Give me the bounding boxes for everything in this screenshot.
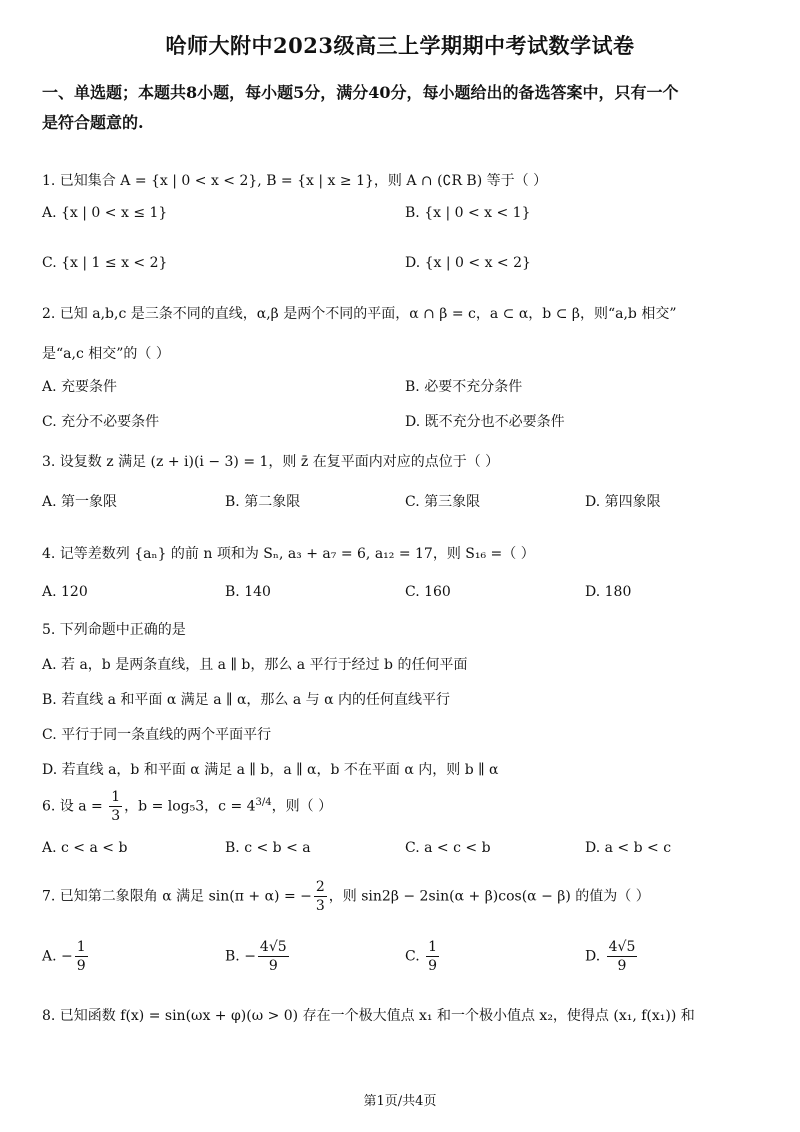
- q7-stem-prefix: 7. 已知第二象限角 α 满足 sin(π + α) = −: [42, 888, 312, 905]
- q2-option-b: B. 必要不充分条件: [405, 379, 523, 395]
- q6-option-a: A. c < a < b: [42, 840, 128, 856]
- q7-b-label: B. −: [225, 948, 256, 965]
- q7-option-d: [585, 938, 639, 975]
- question-2-stem-line2: 是“a,c 相交”的（ ）: [42, 346, 170, 362]
- q3-option-c: C. 第三象限: [405, 494, 481, 510]
- q5-option-b: B. 若直线 a 和平面 α 满足 a ∥ α，那么 a 与 α 内的任何直线平行: [42, 692, 451, 708]
- q7-stem-suffix: ，则 sin2β − 2sin(α + β)cos(α − β) 的值为（ ）: [328, 888, 650, 905]
- q4-option-a: A. 120: [42, 584, 88, 600]
- section-heading-line2: 是符合题意的.: [42, 113, 144, 132]
- q3-option-d: D. 第四象限: [585, 494, 661, 510]
- q7-d-num: 4√5: [608, 939, 636, 955]
- q4-option-c: C. 160: [405, 584, 451, 600]
- q7-d-label: D.: [585, 948, 605, 965]
- q1-option-d: D. {x | 0 < x < 2}: [405, 255, 531, 271]
- q7-b-num: 4√5: [259, 939, 287, 955]
- q1-option-a: A. {x | 0 < x ≤ 1}: [42, 205, 168, 221]
- q6-stem-mid: ，b = log₅3，c = 4: [124, 798, 256, 815]
- q6-stem-suffix: ，则（ ）: [271, 798, 333, 815]
- q5-option-d: D. 若直线 a，b 和平面 α 满足 a ∥ b，a ∥ α，b 不在平面 α 内，则 b ∥ α: [42, 762, 499, 778]
- q4-option-d: D. 180: [585, 584, 632, 600]
- q7-c-den: 9: [428, 958, 438, 974]
- q3-option-a: A. 第一象限: [42, 494, 118, 510]
- question-1-stem: 1. 已知集合 A = {x | 0 < x < 2}, B = {x | x ≥ 1}，则 A ∩ (∁R B) 等于（ ）: [42, 173, 548, 189]
- q7-d-den: 9: [617, 958, 627, 974]
- q6-stem-prefix: 6. 设 a =: [42, 798, 108, 815]
- question-3-stem: 3. 设复数 z 满足 (z + i)(i − 3) = 1，则 z̄ 在复平面内对应的点位于（ ）: [42, 454, 500, 470]
- q6-frac-den: 3: [111, 808, 121, 824]
- q6-frac-num: 1: [111, 789, 121, 805]
- q3-option-b: B. 第二象限: [225, 494, 301, 510]
- q6-exponent: 3/4: [255, 796, 272, 808]
- q7-a-label: A. −: [42, 948, 73, 965]
- q6-option-d: D. a < b < c: [585, 840, 672, 856]
- q7-c-label: C.: [405, 948, 425, 965]
- q7-option-c: [405, 938, 441, 975]
- q6-option-b: B. c < b < a: [225, 840, 311, 856]
- q7-a-num: 1: [76, 939, 86, 955]
- q7-option-a: [42, 938, 90, 975]
- q4-option-b: B. 140: [225, 584, 271, 600]
- q5-option-a: A. 若 a，b 是两条直线，且 a ∥ b，那么 a 平行于经过 b 的任何平面: [42, 657, 468, 673]
- q7-a-den: 9: [76, 958, 86, 974]
- q6-fraction: [109, 788, 122, 825]
- question-7-stem: [42, 878, 650, 915]
- question-8-stem: 8. 已知函数 f(x) = sin(ωx + φ)(ω > 0) 存在一个极大值点 x₁ 和一个极小值点 x₂，使得点 (x₁, f(x₁)) 和: [42, 1008, 695, 1024]
- question-6-stem: [42, 788, 332, 825]
- q2-option-d: D. 既不充分也不必要条件: [405, 414, 565, 430]
- question-2-stem: 2. 已知 a,b,c 是三条不同的直线，α,β 是两个不同的平面，α ∩ β = c，a ⊂ α，b ⊂ β，则“a,b 相交”: [42, 306, 677, 322]
- page-title: 哈师大附中2023级高三上学期期中考试数学试卷: [165, 33, 635, 58]
- q2-option-a: A. 充要条件: [42, 379, 118, 395]
- question-4-stem: 4. 记等差数列 {aₙ} 的前 n 项和为 Sₙ, a₃ + a₇ = 6, a₁₂ = 17，则 S₁₆ =（ ）: [42, 546, 535, 562]
- q7-b-den: 9: [268, 958, 278, 974]
- page-footer: 第1页/共4页: [363, 1094, 437, 1109]
- q7-fraction: [314, 878, 327, 915]
- section-heading: [42, 78, 772, 138]
- q7-frac-den: 3: [315, 898, 325, 914]
- q5-option-c: C. 平行于同一条直线的两个平面平行: [42, 727, 272, 743]
- question-5-stem: 5. 下列命题中正确的是: [42, 622, 186, 638]
- q7-c-num: 1: [428, 939, 438, 955]
- q6-option-c: C. a < c < b: [405, 840, 491, 856]
- q7-frac-num: 2: [315, 879, 325, 895]
- section-heading-line1: 一、单选题；本题共8小题，每小题5分，满分40分，每小题给出的备选答案中，只有一个: [42, 83, 679, 102]
- q2-option-c: C. 充分不必要条件: [42, 414, 160, 430]
- q1-option-b: B. {x | 0 < x < 1}: [405, 205, 531, 221]
- q7-option-b: [225, 938, 291, 975]
- q1-option-c: C. {x | 1 ≤ x < 2}: [42, 255, 168, 271]
